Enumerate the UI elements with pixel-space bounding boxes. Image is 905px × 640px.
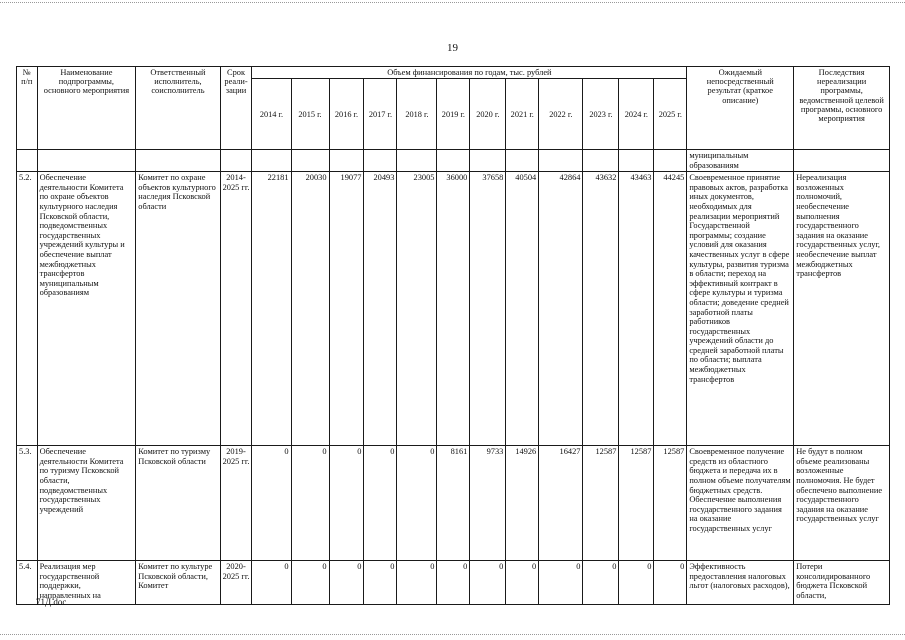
col-header-consequences: Последствия нереализации программы, ведомственной целевой программы, основного мероприятия xyxy=(794,67,890,150)
cell-value: 0 xyxy=(470,561,506,605)
cell-value: 0 xyxy=(619,561,654,605)
cell-result: Своевременное принятие правовых актов, разработка иных документов, необходимых для реализации мероприятий Государственной программы; создание условий для оказания качественных услуг в сфере культуры, развития туризма в области; переход на эффективный контракт в сфере культуры и туризма области; доведение средней заработной платы работников государственных учреждений области до средней заработной платы по области; выплата межбюджетных трансфертов xyxy=(687,172,794,446)
cell-executor: Комитет по охране объектов культурного наследия Псковской области xyxy=(136,172,220,446)
cell-executor: Комитет по культуре Псковской области, Комитет xyxy=(136,561,220,605)
cell-empty xyxy=(136,150,220,172)
cell-value: 12587 xyxy=(654,446,687,561)
cell-name: Реализация мер государственной поддержки, направленных на xyxy=(37,561,136,605)
cell-value: 0 xyxy=(654,561,687,605)
cell-num: 5.4. xyxy=(17,561,38,605)
cell-value: 0 xyxy=(252,561,291,605)
program-table-wrapper xyxy=(16,66,890,605)
table-row-continuation xyxy=(17,150,890,172)
cell-empty xyxy=(506,150,539,172)
col-header-financing: Объем финансирования по годам, тыс. рублей xyxy=(252,67,687,79)
cell-value: 36000 xyxy=(437,172,470,446)
cell-empty xyxy=(437,150,470,172)
cell-result: Эффективность предоставления налоговых льгот (налоговых расходов), xyxy=(687,561,794,605)
cell-value: 43463 xyxy=(619,172,654,446)
col-header-name: Наименование подпрограммы, основного мероприятия xyxy=(37,67,136,150)
cell-empty xyxy=(619,150,654,172)
cell-consequences: Потери консолидированного бюджета Псковской области, xyxy=(794,561,890,605)
cell-empty xyxy=(539,150,583,172)
cell-term: 2014-2025 гг. xyxy=(220,172,252,446)
col-header-term: Срок реали-зации xyxy=(220,67,252,150)
cell-value: 8161 xyxy=(437,446,470,561)
table-row-5-4 xyxy=(17,561,890,605)
cell-empty xyxy=(220,150,252,172)
year-header: 2023 г. xyxy=(583,79,619,150)
cell-value: 12587 xyxy=(619,446,654,561)
cell-value: 0 xyxy=(364,446,397,561)
cell-value: 42864 xyxy=(539,172,583,446)
cell-executor: Комитет по туризму Псковской области xyxy=(136,446,220,561)
table-row-5-2 xyxy=(17,172,890,446)
cell-empty xyxy=(364,150,397,172)
cell-value: 43632 xyxy=(583,172,619,446)
cell-value: 0 xyxy=(291,561,329,605)
cell-empty xyxy=(794,150,890,172)
cell-value: 0 xyxy=(397,561,437,605)
cell-name: Обеспечение деятельности Комитета по охране объектов культурного наследия Псковской области, подведомственных государственных учреждений культуры и обеспечение выплат межбюджетных трансфертов муниципальным образованиям xyxy=(37,172,136,446)
cell-value: 40504 xyxy=(506,172,539,446)
cell-value: 16427 xyxy=(539,446,583,561)
cell-consequences: Не будут в полном объеме реализованы возложенные полномочия. Не будет обеспечено выполнение государственного задания на оказание государственных услуг xyxy=(794,446,890,561)
cell-value: 0 xyxy=(437,561,470,605)
cell-value: 20030 xyxy=(291,172,329,446)
footer-filename: 71Д.doc xyxy=(36,597,67,607)
program-table xyxy=(16,66,890,605)
cell-num: 5.3. xyxy=(17,446,38,561)
cell-value: 12587 xyxy=(583,446,619,561)
col-header-executor: Ответственный исполнитель, соисполнитель xyxy=(136,67,220,150)
cell-value: 0 xyxy=(329,446,364,561)
cell-value: 20493 xyxy=(364,172,397,446)
cell-empty xyxy=(17,150,38,172)
cell-value: 0 xyxy=(583,561,619,605)
bottom-border-line xyxy=(0,634,905,635)
cell-value: 0 xyxy=(252,446,291,561)
cell-consequences: Нереализация возложенных полномочий, необеспечение выполнения государственного задания на оказание государственных услуг, необеспечение выплат межбюджетных трансфертов xyxy=(794,172,890,446)
cell-num: 5.2. xyxy=(17,172,38,446)
cell-value: 19077 xyxy=(329,172,364,446)
year-header: 2015 г. xyxy=(291,79,329,150)
cell-value: 0 xyxy=(291,446,329,561)
year-header: 2024 г. xyxy=(619,79,654,150)
cell-empty xyxy=(397,150,437,172)
col-header-num: № п/п xyxy=(17,67,38,150)
year-header: 2021 г. xyxy=(506,79,539,150)
year-header: 2016 г. xyxy=(329,79,364,150)
cell-empty xyxy=(291,150,329,172)
year-header: 2014 г. xyxy=(252,79,291,150)
cell-empty xyxy=(37,150,136,172)
cell-name: Обеспечение деятельности Комитета по туризму Псковской области, подведомственных государственных учреждений xyxy=(37,446,136,561)
cell-value: 9733 xyxy=(470,446,506,561)
cell-value: 0 xyxy=(364,561,397,605)
cell-value: 0 xyxy=(329,561,364,605)
cell-empty xyxy=(470,150,506,172)
cell-empty xyxy=(654,150,687,172)
cell-value: 37658 xyxy=(470,172,506,446)
cell-empty xyxy=(583,150,619,172)
cell-value: 0 xyxy=(506,561,539,605)
cell-value: 14926 xyxy=(506,446,539,561)
cell-result: Своевременное получение средств из областного бюджета и передача их в полном объеме получателям бюджетных средств. Обеспечение выполнения государственного задания на оказание государственных услуг xyxy=(687,446,794,561)
cell-value: 22181 xyxy=(252,172,291,446)
col-header-result: Ожидаемый непосредственный результат (краткое описание) xyxy=(687,67,794,150)
top-border-line xyxy=(0,2,905,3)
cell-value: 23005 xyxy=(397,172,437,446)
cell-value: 0 xyxy=(539,561,583,605)
year-header: 2020 г. xyxy=(470,79,506,150)
cell-term: 2019-2025 гг. xyxy=(220,446,252,561)
table-row-5-3 xyxy=(17,446,890,561)
cell-empty xyxy=(252,150,291,172)
cell-value: 0 xyxy=(397,446,437,561)
cell-empty xyxy=(329,150,364,172)
year-header: 2022 г. xyxy=(539,79,583,150)
year-header: 2017 г. xyxy=(364,79,397,150)
year-header: 2019 г. xyxy=(437,79,470,150)
cell-term: 2020-2025 гг. xyxy=(220,561,252,605)
cell-result-continuation: муниципальным образованиям xyxy=(687,150,794,172)
cell-value: 44245 xyxy=(654,172,687,446)
page-number: 19 xyxy=(447,42,458,54)
year-header: 2025 г. xyxy=(654,79,687,150)
header-row-top xyxy=(17,67,890,79)
year-header: 2018 г. xyxy=(397,79,437,150)
